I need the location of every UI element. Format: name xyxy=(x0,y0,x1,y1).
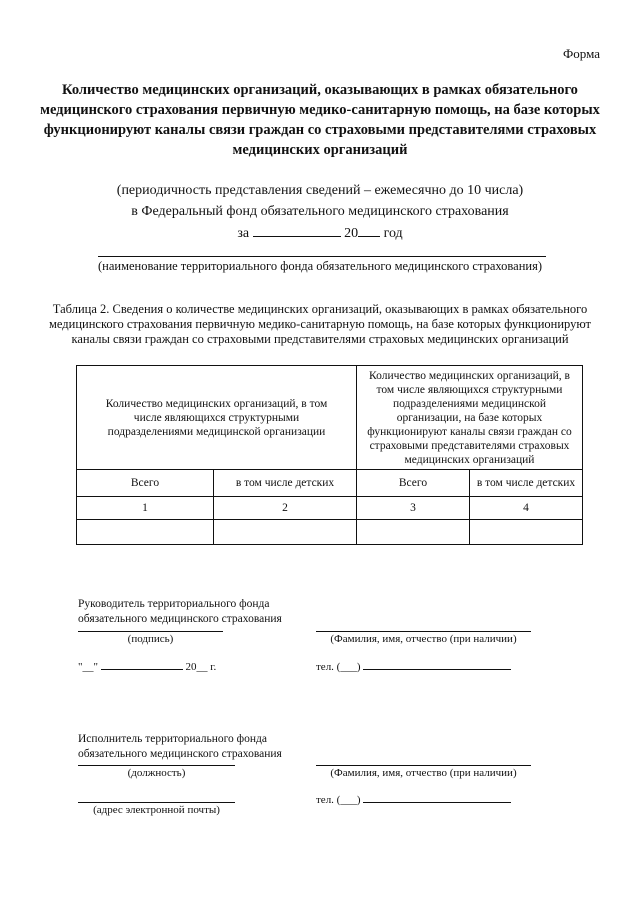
executor-name-line[interactable] xyxy=(316,765,531,766)
col-number-1: 1 xyxy=(77,497,214,520)
executor-position-line[interactable] xyxy=(78,765,235,766)
executor-role-line1: Исполнитель территориального фонда xyxy=(78,733,267,745)
form-label: Форма xyxy=(563,46,600,61)
document-title: Количество медицинских организаций, оказывающих в рамках обязательного медицинского страхования первичную медико-санитарную помощь, на базе которых функционируют каналы связи граждан со страховыми представителями страховых медицинских организаций xyxy=(40,82,600,158)
header-left: Количество медицинских организаций, в том числе являющихся структурными подразделениями медицинской организации xyxy=(77,366,357,470)
date-month-blank[interactable] xyxy=(101,658,183,670)
fund-name-caption: (наименование территориального фонда обязательного медицинского страхования) xyxy=(97,259,542,273)
table-caption: Таблица 2. Сведения о количестве медицинских организаций, оказывающих в рамках обязательного медицинского страхования первичную медико-санитарную помощь, на базе которых функционируют каналы связи граждан со страховыми представителями страховых медицинских организаций xyxy=(49,302,591,346)
recipient-text: в Федеральный фонд обязательного медицинского страхования xyxy=(131,204,509,219)
head-phone-label: тел. (___) xyxy=(316,661,361,673)
date-day: "__" xyxy=(78,661,98,673)
table-number-row xyxy=(77,497,583,520)
subheader-total-1: Всего xyxy=(77,470,214,497)
head-name-line[interactable] xyxy=(316,631,531,632)
date-year: 20__ г. xyxy=(185,661,217,673)
fund-name-line[interactable] xyxy=(98,256,546,257)
executor-name-label: (Фамилия, имя, отчество (при наличии) xyxy=(330,767,517,779)
data-table xyxy=(76,365,583,545)
for-label: за xyxy=(237,226,250,241)
table-data-row xyxy=(77,520,583,545)
head-name-label: (Фамилия, имя, отчество (при наличии) xyxy=(330,633,517,645)
subheader-children-2: в том числе детских xyxy=(470,470,583,497)
subheader-children-1: в том числе детских xyxy=(214,470,357,497)
executor-phone-label: тел. (___) xyxy=(316,794,361,806)
head-phone-blank[interactable] xyxy=(363,658,511,670)
head-signature-line[interactable] xyxy=(78,631,223,632)
col-number-3: 3 xyxy=(357,497,470,520)
data-cell-4[interactable] xyxy=(470,520,583,545)
table-subheader-row xyxy=(77,470,583,497)
position-label: (должность) xyxy=(127,767,186,779)
year-prefix: 20 xyxy=(344,226,359,241)
year-suffix: год xyxy=(383,226,403,241)
executor-email-line[interactable] xyxy=(78,802,235,803)
executor-role xyxy=(78,732,282,762)
header-right: Количество медицинских организаций, в том числе являющихся структурными подразделениями медицинской организации, на базе которых функционируют каналы связи граждан со страховыми представителями страховых медицинских организаций xyxy=(357,366,583,470)
period-block xyxy=(40,180,600,244)
data-cell-2[interactable] xyxy=(214,520,357,545)
reporting-period-line xyxy=(40,222,600,244)
periodicity-text: (периодичность представления сведений – ежемесячно до 10 числа) xyxy=(116,183,524,198)
executor-role-line2: обязательного медицинского страхования xyxy=(78,748,282,760)
col-number-4: 4 xyxy=(470,497,583,520)
signature-label: (подпись) xyxy=(127,633,174,645)
subheader-total-2: Всего xyxy=(357,470,470,497)
month-blank[interactable] xyxy=(253,222,341,237)
executor-phone-line xyxy=(316,791,511,806)
head-role xyxy=(78,597,282,627)
table-header-row xyxy=(77,366,583,470)
head-phone-line xyxy=(316,658,511,673)
head-role-line1: Руководитель территориального фонда xyxy=(78,598,270,610)
data-cell-1[interactable] xyxy=(77,520,214,545)
head-role-line2: обязательного медицинского страхования xyxy=(78,613,282,625)
data-cell-3[interactable] xyxy=(357,520,470,545)
date-line xyxy=(78,658,216,673)
email-label: (адрес электронной почты) xyxy=(93,804,220,816)
executor-phone-blank[interactable] xyxy=(363,791,511,803)
col-number-2: 2 xyxy=(214,497,357,520)
year-blank[interactable] xyxy=(358,222,380,237)
